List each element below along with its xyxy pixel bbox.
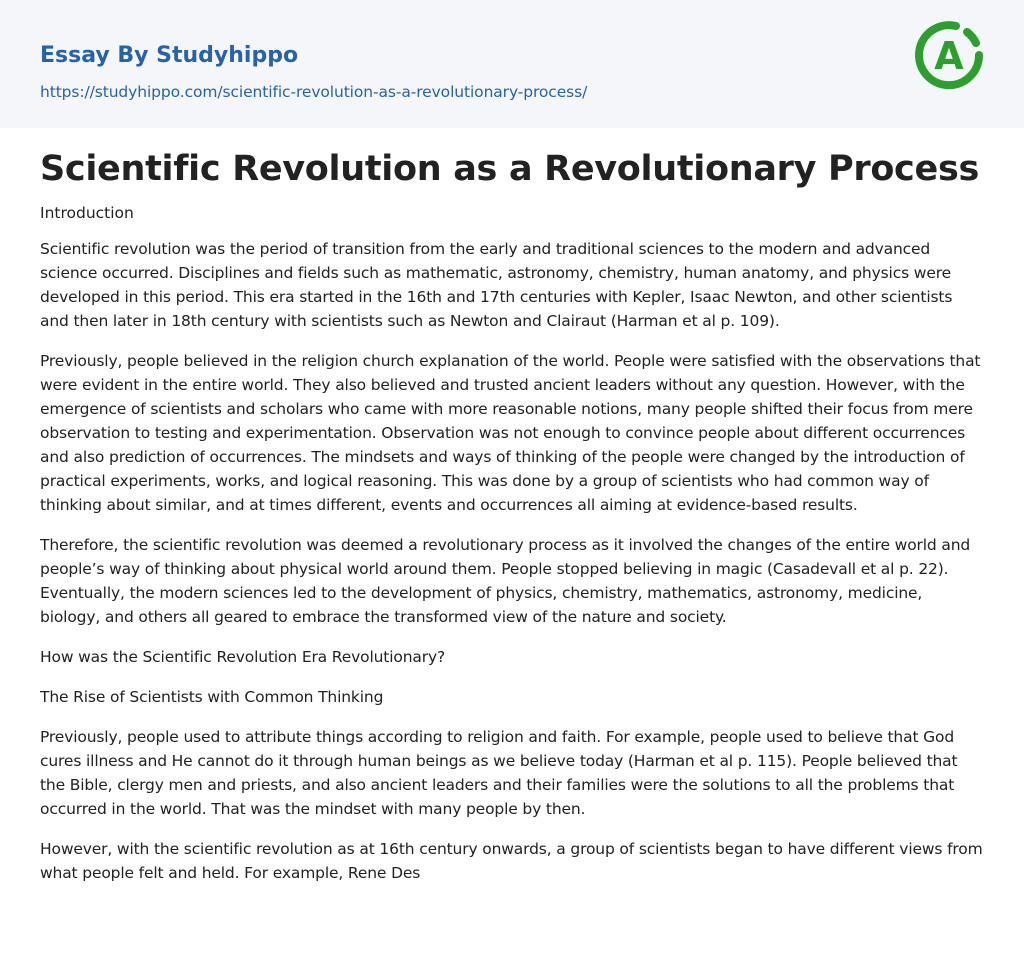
article-content [0, 128, 1024, 885]
logo-ring-icon [913, 19, 985, 91]
paragraph-5: However, with the scientific revolution as at 16th century onwards, a group of scientists began to have different views from what people felt and held. For example, Rene Des [40, 840, 983, 882]
page-title: Scientific Revolution as a Revolutionary Process [40, 149, 980, 189]
site-logo[interactable] [913, 19, 985, 91]
section-heading: The Rise of Scientists with Common Thinking [40, 688, 384, 706]
logo-letter: A [934, 34, 964, 78]
paragraph-1: Scientific revolution was the period of transition from the early and traditional sciences to the modern and advanced science occurred. Disciplines and fields such as mathematic, astronomy, chemistry, human anatomy, and physics were developed in this period. This era started in the 16th and 17th centuries with Kepler, Isaac Newton, and other scientists and then later in 18th century with scientists such as Newton and Clairaut (Harman et al p. 109). [40, 240, 953, 330]
site-brand: Essay By Studyhippo [40, 43, 299, 68]
question-heading: How was the Scientific Revolution Era Revolutionary? [40, 648, 446, 666]
paragraph-3: Therefore, the scientific revolution was deemed a revolutionary process as it involved the changes of the entire world and people’s way of thinking about physical world around them. People stopped believing in magic (Casadevall et al p. 22). Eventually, the modern sciences led to the development of physics, chemistry, mathematics, astronomy, medicine, biology, and others all geared to embrace the transformed view of the nature and society. [40, 536, 971, 626]
paragraph-4: Previously, people used to attribute things according to religion and faith. For example, people used to believe that God cures illness and He cannot do it through human beings as we believe today (Harman et al p. 115). People believed that the Bible, clergy men and priests, and also ancient leaders and their families were the solutions to all the problems that occurred in the world. That was the mindset with many people by then. [40, 728, 958, 818]
intro-heading: Introduction [40, 204, 134, 222]
site-header [0, 0, 1024, 128]
source-url-link[interactable]: https://studyhippo.com/scientific-revolution-as-a-revolutionary-process/ [40, 83, 588, 101]
paragraph-2: Previously, people believed in the religion church explanation of the world. People were satisfied with the observations that were evident in the entire world. They also believed and trusted ancient leaders without any question. However, with the emergence of scientists and scholars who came with more reasonable notions, many people shifted their focus from mere observation to testing and experimentation. Observation was not enough to convince people about different occurrences and also prediction of occurrences. The mindsets and ways of thinking of the people were changed by the introduction of practical experiments, works, and logical reasoning. This was done by a group of scientists who had common way of thinking about similar, and at times different, events and occurrences all aiming at evidence-based results. [40, 352, 981, 514]
